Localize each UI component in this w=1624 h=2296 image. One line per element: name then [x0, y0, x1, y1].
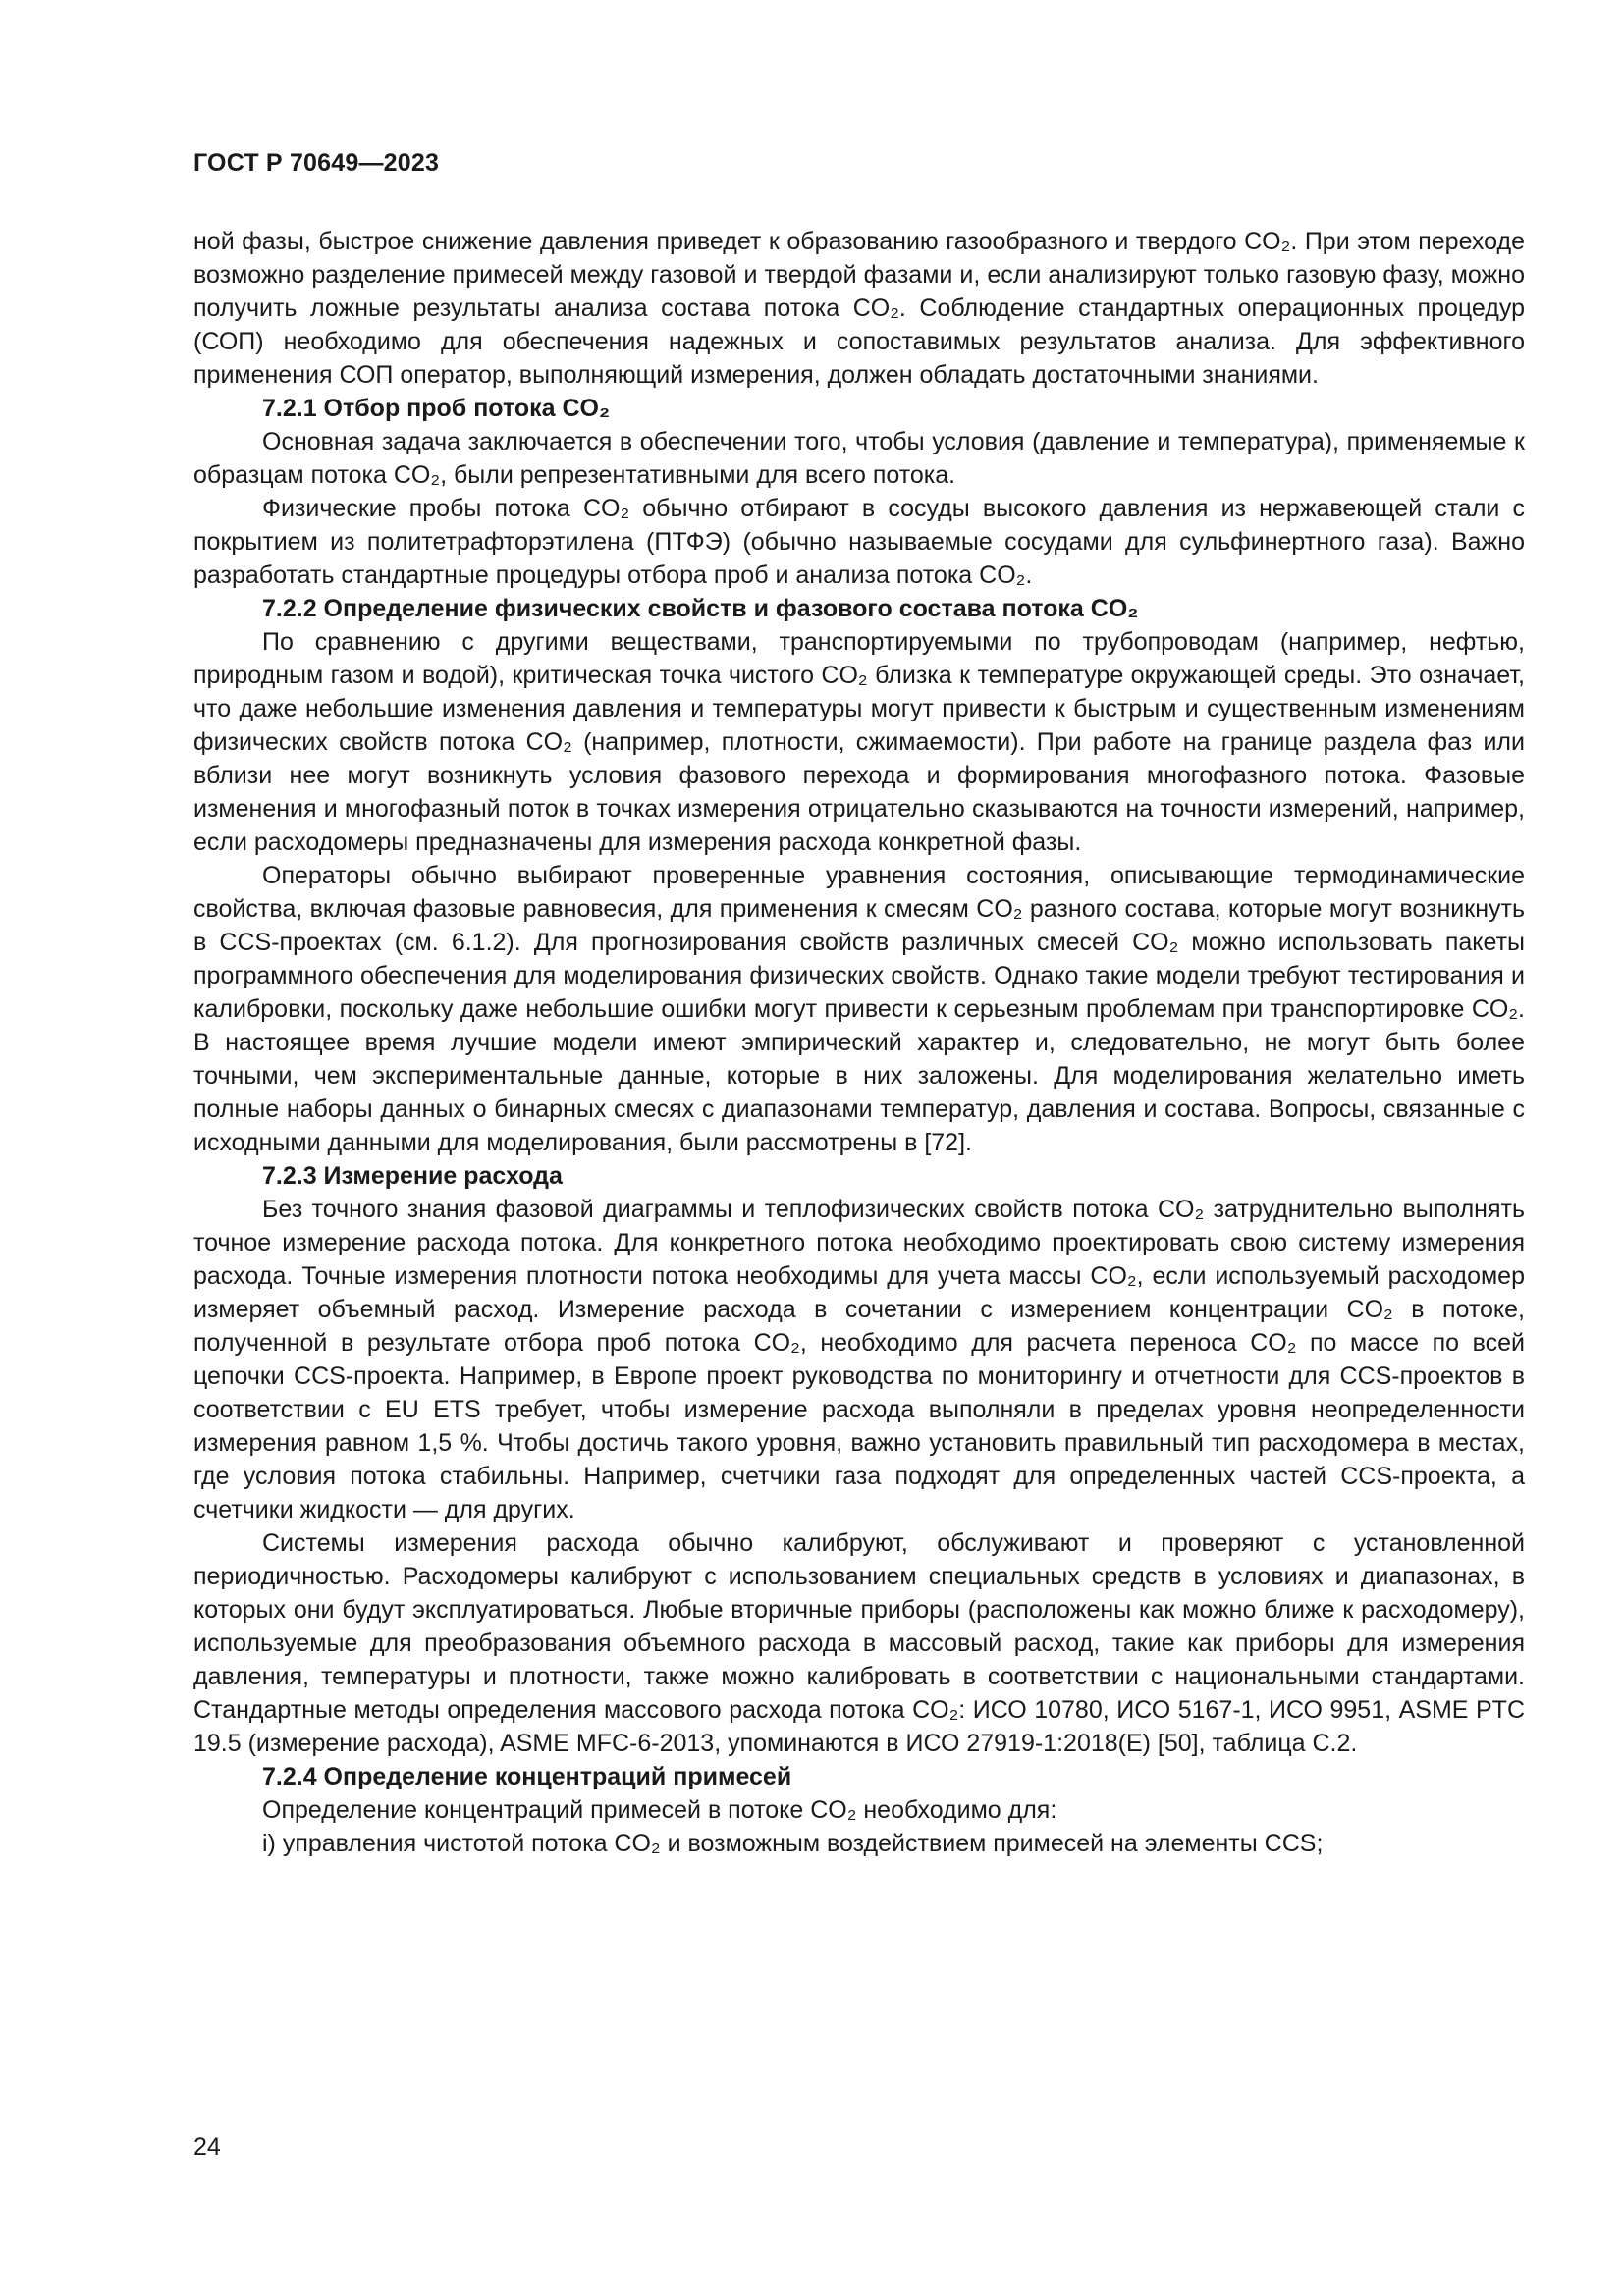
document-id-header: ГОСТ Р 70649—2023 [193, 149, 440, 177]
section-heading-7-2-4: 7.2.4 Определение концентраций примесей [262, 1763, 792, 1790]
paragraph-7-2-3-1: Без точного знания фазовой диаграммы и теплофизических свойств потока CO₂ затруднительно выполнять точное измерение расхода потока. Для конкретного потока необходимо проектировать свою систему измерения расхода. Точные измерения плотности потока необходимы для учета массы CO₂, если используемый расходомер измеряет объемный расход. Измерение расхода в сочетании с измерением концентрации CO₂ в потоке, полученной в результате отбора проб потока CO₂, необходимо для расчета переноса CO₂ по массе по всей цепочки CCS-проекта. Например, в Европе проект руководства по мониторингу и отчетности для CCS-проектов в соответствии с EU ETS требует, чтобы измерение расхода выполняли в пределах уровня неопределенности измерения равном 1,5 %. Чтобы достичь такого уровня, важно установить правильный тип расходомера в местах, где условия потока стабильны. Например, счетчики газа подходят для определенных частей CCS-проекта, а счетчики жидкости — для других. [193, 1196, 1525, 1523]
section-heading-7-2-3: 7.2.3 Измерение расхода [262, 1162, 563, 1190]
paragraph-7-2-3-2: Системы измерения расхода обычно калибруют, обслуживают и проверяют с установленной периодичностью. Расходомеры калибруют с использованием специальных средств в условиях и диапазонах, в которых они будут эксплуатироваться. Любые вторичные приборы (расположены как можно ближе к расходомеру), используемые для преобразования объемного расхода в массовый расход, такие как приборы для измерения давления, температуры и плотности, также можно калибровать в соответствии с национальными стандартами. Стандартные методы определения массового расхода потока CO₂: ИСО 10780, ИСО 5167-1, ИСО 9951, ASME PTC 19.5 (измерение расхода), ASME MFC-6-2013, упоминаются в ИСО 27919-1:2018(E) [50], таблица С.2. [193, 1529, 1525, 1757]
document-body [193, 225, 1525, 1860]
paragraph-7-2-1-2: Физические пробы потока CO₂ обычно отбирают в сосуды высокого давления из нержавеющей стали с покрытием из политетрафторэтилена (ПТФЭ) (обычно называемые сосудами для сульфинертного газа). Важно разработать стандартные процедуры отбора проб и анализа потока CO₂. [193, 495, 1525, 589]
paragraph-7-2-1-1: Основная задача заключается в обеспечении того, чтобы условия (давление и температура), применяемые к образцам потока CO₂, были репрезентативными для всего потока. [193, 428, 1525, 489]
paragraph-intro: ной фазы, быстрое снижение давления приведет к образованию газообразного и твердого CO₂. При этом переходе возможно разделение примесей между газовой и твердой фазами и, если анализируют только газовую фазу, можно получить ложные результаты анализа состава потока CO₂. Соблюдение стандартных операционных процедур (СОП) необходимо для обеспечения надежных и сопоставимых результатов анализа. Для эффективного применения СОП оператор, выполняющий измерения, должен обладать достаточными знаниями. [193, 228, 1525, 389]
section-heading-7-2-2: 7.2.2 Определение физических свойств и фазового состава потока CO₂ [262, 595, 1139, 622]
list-item-i: i) управления чистотой потока CO₂ и возможным воздействием примесей на элементы CCS; [262, 1830, 1324, 1857]
paragraph-7-2-2-1: По сравнению с другими веществами, транспортируемыми по трубопроводам (например, нефтью, природным газом и водой), критическая точка чистого CO₂ близка к температуре окружающей среды. Это означает, что даже небольшие изменения давления и температуры могут привести к быстрым и существенным изменениям физических свойств потока CO₂ (например, плотности, сжимаемости). При работе на границе раздела фаз или вблизи нее могут возникнуть условия фазового перехода и формирования многофазного потока. Фазовые изменения и многофазный поток в точках измерения отрицательно сказываются на точности измерений, например, если расходомеры предназначены для измерения расхода конкретной фазы. [193, 628, 1525, 856]
page-number: 24 [193, 2133, 221, 2161]
paragraph-7-2-2-2: Операторы обычно выбирают проверенные уравнения состояния, описывающие термодинамические свойства, включая фазовые равновесия, для применения к смесям CO₂ разного состава, которые могут возникнуть в CCS-проектах (см. 6.1.2). Для прогнозирования свойств различных смесей CO₂ можно использовать пакеты программного обеспечения для моделирования физических свойств. Однако такие модели требуют тестирования и калибровки, поскольку даже небольшие ошибки могут привести к серьезным проблемам при транспортировке CO₂. В настоящее время лучшие модели имеют эмпирический характер и, следовательно, не могут быть более точными, чем экспериментальные данные, которые в них заложены. Для моделирования желательно иметь полные наборы данных о бинарных смесях с диапазонами температур, давления и состава. Вопросы, связанные с исходными данными для моделирования, были рассмотрены в [72]. [193, 862, 1525, 1156]
paragraph-7-2-4-1: Определение концентраций примесей в потоке CO₂ необходимо для: [262, 1796, 1057, 1824]
section-heading-7-2-1: 7.2.1 Отбор проб потока CO₂ [262, 395, 611, 422]
